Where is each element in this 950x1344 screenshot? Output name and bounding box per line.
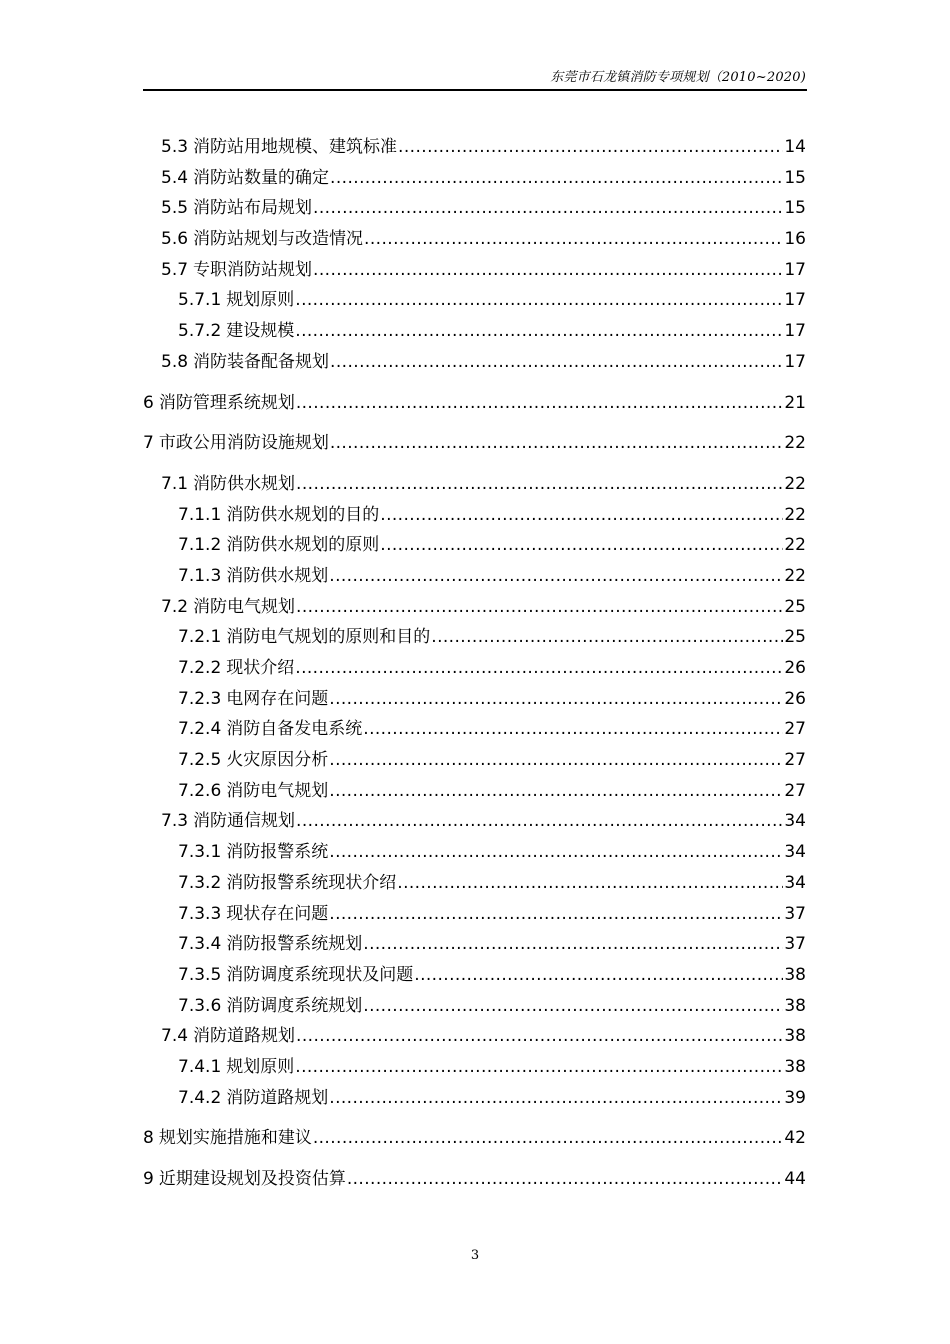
toc-entry[interactable] [143,1052,806,1083]
toc-entry[interactable] [143,388,806,419]
toc-entry-title: 消防供水规划的目的 [226,504,380,525]
toc-entry-title: 现状介绍 [226,658,295,678]
toc-dot-leader [295,285,783,316]
toc-entry-page: 22 [784,504,806,525]
toc-dot-leader [380,500,783,531]
toc-entry-number: 7.4 [161,1026,189,1047]
toc-dot-leader [397,868,783,899]
toc-dot-leader [398,132,783,163]
toc-entry[interactable] [143,929,806,960]
toc-entry[interactable] [143,347,806,378]
toc-entry-page: 34 [784,811,806,832]
toc-dot-leader [313,1123,784,1154]
toc-entry-title: 消防电气规划 [226,780,329,801]
toc-entry-number: 7.3.5 [178,964,222,985]
toc-dot-leader [380,530,783,561]
toc-dot-leader [347,1164,784,1195]
toc-entry-title: 消防管理系统规划 [158,392,295,413]
toc-dot-leader [296,388,784,419]
toc-entry-page: 15 [784,198,806,219]
toc-entry[interactable] [143,960,806,991]
toc-entry[interactable] [143,132,806,163]
toc-entry[interactable] [143,1123,806,1154]
toc-entry-page: 22 [784,565,806,586]
toc-entry[interactable] [143,745,806,776]
toc-entry-title: 消防电气规划的原则和目的 [226,627,431,648]
toc-entry[interactable] [143,653,806,684]
toc-entry-page: 38 [784,995,806,1016]
toc-dot-leader [364,224,783,255]
toc-dot-leader [329,899,783,930]
toc-entry-page: 17 [784,321,806,342]
toc-entry-page: 21 [784,392,806,413]
toc-dot-leader [329,745,783,776]
toc-entry-page: 27 [784,719,806,740]
toc-entry-title: 消防自备发电系统 [226,719,363,740]
toc-entry-title: 规划原则 [226,290,295,311]
toc-entry-number: 7.2 [161,596,189,617]
toc-dot-leader [330,428,784,459]
table-of-contents [143,132,806,1195]
toc-dot-leader [330,347,783,378]
toc-entry-number: 7.2.2 [178,658,222,678]
toc-entry-number: 7.3.6 [178,995,222,1016]
toc-entry-title: 现状存在问题 [226,903,329,924]
toc-entry-title: 市政公用消防设施规划 [158,433,329,454]
toc-dot-leader [330,163,783,194]
toc-entry-number: 7.2.6 [178,780,222,801]
toc-entry-page: 38 [784,1026,806,1047]
toc-entry-number: 5.5 [161,198,189,219]
toc-entry-title: 近期建设规划及投资估算 [158,1169,346,1189]
toc-entry-page: 34 [784,872,806,893]
toc-entry[interactable] [143,561,806,592]
toc-dot-leader [296,469,783,500]
toc-entry-page: 22 [784,433,806,454]
toc-entry-number: 7.1.2 [178,535,222,556]
toc-entry[interactable] [143,500,806,531]
toc-entry-number: 7.3.1 [178,842,222,863]
page-number: 3 [470,1248,480,1263]
toc-entry-title: 消防电气规划 [193,596,296,617]
toc-entry-page: 37 [784,903,806,924]
toc-entry-number: 5.8 [161,351,189,372]
toc-entry-title: 消防站用地规模、建筑标准 [193,137,398,157]
toc-entry-title: 消防装备配备规划 [193,351,330,372]
toc-entry-title: 消防报警系统现状介绍 [226,872,397,893]
toc-dot-leader [296,592,783,623]
toc-dot-leader [296,1021,783,1052]
toc-entry-title: 消防报警系统规划 [226,934,363,955]
toc-entry[interactable] [143,684,806,715]
toc-entry-page: 25 [784,627,806,648]
toc-entry[interactable] [143,469,806,500]
toc-entry-number: 9 [143,1169,154,1189]
toc-entry-title: 消防供水规划 [226,565,329,586]
toc-dot-leader [295,1052,783,1083]
toc-entry-number: 5.4 [161,167,189,188]
toc-entry-number: 5.7.1 [178,290,222,311]
toc-entry-title: 规划实施措施和建议 [158,1128,312,1149]
toc-entry-page: 34 [784,842,806,863]
toc-entry-page: 17 [784,259,806,280]
toc-entry-title: 消防报警系统 [226,842,329,863]
toc-entry-page: 44 [784,1169,806,1189]
header-rule [143,89,807,91]
toc-dot-leader [363,714,783,745]
toc-dot-leader [296,806,783,837]
toc-entry-number: 7.2.4 [178,719,222,740]
toc-entry-number: 7.1.1 [178,504,222,525]
toc-entry-page: 17 [784,351,806,372]
toc-entry-page: 25 [784,596,806,617]
toc-entry-page: 17 [784,290,806,311]
toc-entry-page: 27 [784,750,806,771]
toc-entry-title: 消防调度系统现状及问题 [226,964,414,985]
toc-entry-page: 26 [784,658,806,678]
toc-entry-title: 消防道路规划 [226,1087,329,1108]
toc-entry[interactable] [143,622,806,653]
toc-entry-page: 14 [784,137,806,157]
toc-entry-title: 消防站规划与改造情况 [193,229,364,250]
toc-entry[interactable] [143,806,806,837]
toc-entry-title: 消防通信规划 [193,811,296,832]
toc-entry[interactable] [143,1083,806,1114]
toc-entry-page: 27 [784,780,806,801]
toc-dot-leader [329,1083,783,1114]
toc-entry-page: 16 [784,229,806,250]
toc-entry-number: 7.4.1 [178,1056,222,1077]
toc-entry-title: 消防站布局规划 [193,198,313,219]
toc-entry-number: 7.2.5 [178,750,222,771]
toc-entry-page: 37 [784,934,806,955]
toc-dot-leader [295,653,783,684]
toc-entry-title: 规划原则 [226,1056,295,1077]
toc-entry-number: 7.1 [161,473,189,494]
toc-entry[interactable] [143,255,806,286]
toc-entry[interactable] [143,1021,806,1052]
toc-entry[interactable] [143,193,806,224]
toc-entry-title: 建设规模 [226,321,295,342]
toc-entry-title: 消防供水规划 [193,473,296,494]
toc-dot-leader [313,193,783,224]
toc-entry[interactable] [143,316,806,347]
toc-entry-page: 38 [784,964,806,985]
toc-entry-title: 电网存在问题 [226,688,329,709]
toc-entry[interactable] [143,837,806,868]
toc-entry-title: 火灾原因分析 [226,750,329,771]
toc-entry-page: 26 [784,688,806,709]
toc-entry-number: 5.3 [161,137,189,157]
toc-entry-number: 6 [143,392,154,413]
toc-dot-leader [329,684,783,715]
toc-entry-number: 7.2.3 [178,688,222,709]
toc-entry-page: 15 [784,167,806,188]
toc-entry[interactable] [143,899,806,930]
toc-entry-number: 7.3.4 [178,934,222,955]
toc-dot-leader [329,837,783,868]
toc-entry[interactable] [143,285,806,316]
toc-entry-number: 5.6 [161,229,189,250]
toc-entry-number: 7.3 [161,811,189,832]
toc-entry-title: 消防供水规划的原则 [226,535,380,556]
toc-entry-page: 22 [784,473,806,494]
toc-entry-page: 42 [784,1128,806,1149]
toc-entry-number: 5.7 [161,259,189,280]
toc-entry[interactable] [143,868,806,899]
toc-entry[interactable] [143,224,806,255]
toc-entry-title: 消防道路规划 [193,1026,296,1047]
toc-entry[interactable] [143,163,806,194]
toc-entry-number: 7.3.3 [178,903,222,924]
toc-entry-number: 5.7.2 [178,321,222,342]
toc-dot-leader [431,622,783,653]
running-header: 东莞市石龙镇消防专项规划（2010~2020) [550,70,806,85]
toc-entry-number: 7.1.3 [178,565,222,586]
toc-dot-leader [414,960,783,991]
toc-entry-page: 38 [784,1056,806,1077]
toc-entry-page: 22 [784,535,806,556]
toc-entry-title: 专职消防站规划 [193,259,313,280]
toc-entry-number: 7 [143,433,154,454]
toc-dot-leader [295,316,783,347]
toc-entry-page: 39 [784,1087,806,1108]
toc-dot-leader [363,929,783,960]
toc-entry-title: 消防调度系统规划 [226,995,363,1016]
toc-entry[interactable] [143,776,806,807]
toc-dot-leader [329,561,783,592]
toc-entry-number: 7.3.2 [178,872,222,893]
toc-entry-number: 7.2.1 [178,627,222,648]
toc-entry-title: 消防站数量的确定 [193,167,330,188]
toc-entry-number: 7.4.2 [178,1087,222,1108]
toc-dot-leader [329,776,783,807]
toc-entry[interactable] [143,991,806,1022]
toc-entry[interactable] [143,1164,806,1195]
toc-dot-leader [363,991,783,1022]
toc-entry[interactable] [143,714,806,745]
toc-entry[interactable] [143,428,806,459]
toc-dot-leader [313,255,783,286]
toc-entry[interactable] [143,530,806,561]
toc-entry[interactable] [143,592,806,623]
toc-entry-number: 8 [143,1128,154,1149]
